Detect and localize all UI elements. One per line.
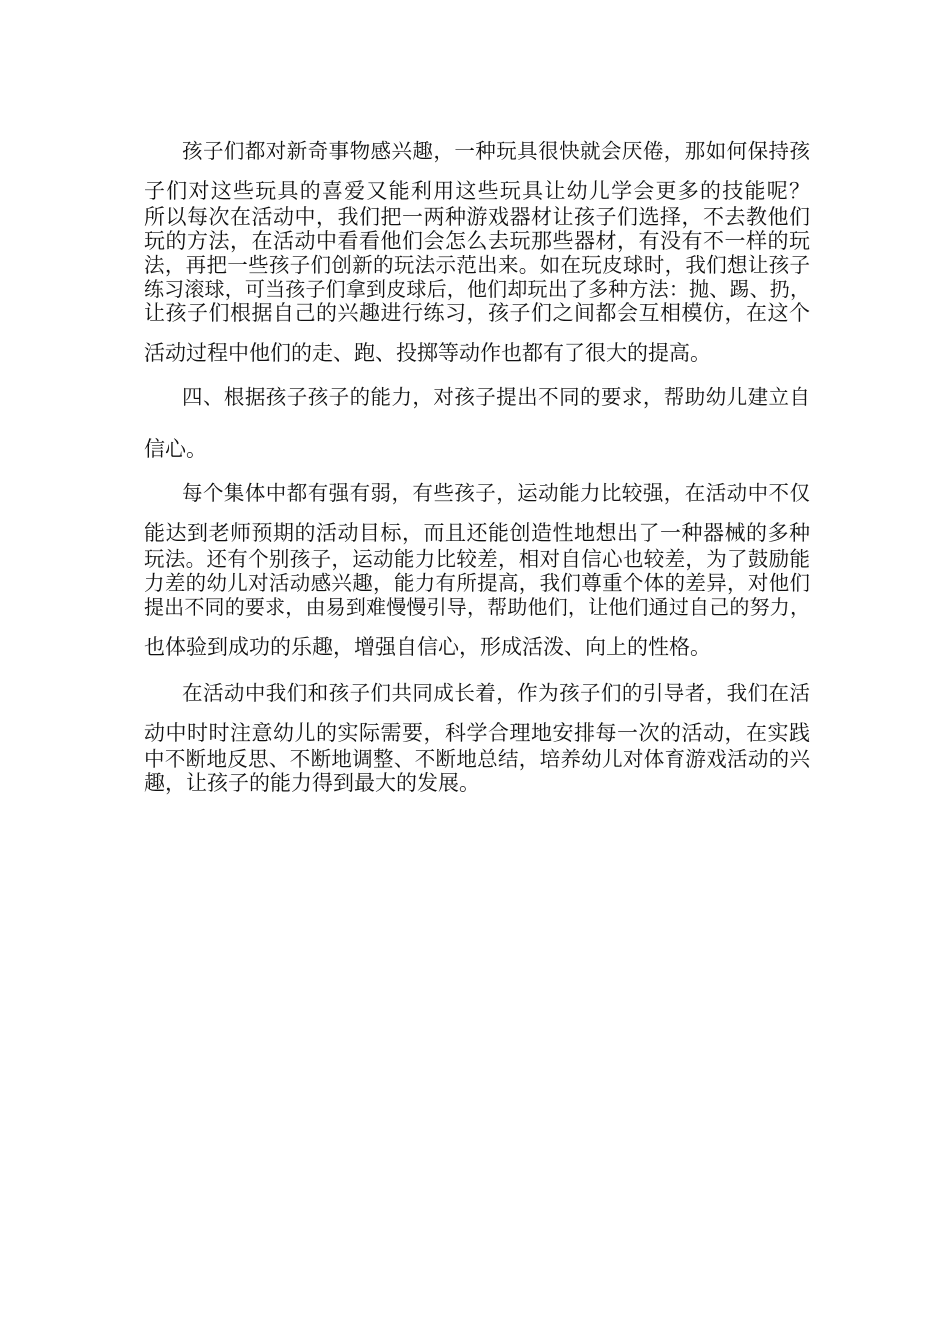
paragraph-1-line-3: 所以每次在活动中，我们把一两种游戏器材让孩子们选择，不去教他们 bbox=[144, 205, 810, 229]
paragraph-1-line-1: 孩子们都对新奇事物感兴趣，一种玩具很快就会厌倦，那如何保持孩 bbox=[182, 139, 810, 163]
paragraph-1-line-2: 子们对这些玩具的喜爱又能利用这些玩具让幼儿学会更多的技能呢？ bbox=[144, 179, 810, 203]
paragraph-4-line-2: 动中时时注意幼儿的实际需要，科学合理地安排每一次的活动，在实践 bbox=[144, 721, 810, 745]
paragraph-1-line-8: 活动过程中他们的走、跑、投掷等动作也都有了很大的提高。 bbox=[144, 341, 711, 365]
section-heading-line-2: 信心。 bbox=[144, 437, 207, 461]
paragraph-3-line-1: 每个集体中都有强有弱，有些孩子，运动能力比较强，在活动中不仅 bbox=[182, 481, 810, 505]
paragraph-1-line-7: 让孩子们根据自己的兴趣进行练习，孩子们之间都会互相模仿，在这个 bbox=[144, 301, 810, 325]
paragraph-1-line-5: 法，再把一些孩子们创新的玩法示范出来。如在玩皮球时，我们想让孩子 bbox=[144, 253, 810, 277]
paragraph-3-line-6: 也体验到成功的乐趣，增强自信心，形成活泼、向上的性格。 bbox=[144, 635, 711, 659]
paragraph-1-line-6: 练习滚球，可当孩子们拿到皮球后，他们却玩出了多种方法：抛、踢、扔， bbox=[144, 277, 810, 301]
section-heading-line-1: 四、根据孩子孩子的能力，对孩子提出不同的要求，帮助幼儿建立自 bbox=[182, 385, 810, 409]
paragraph-1-line-4: 玩的方法，在活动中看看他们会怎么去玩那些器材，有没有不一样的玩 bbox=[144, 229, 810, 253]
paragraph-3-line-3: 玩法。还有个别孩子，运动能力比较差，相对自信心也较差，为了鼓励能 bbox=[144, 547, 810, 571]
paragraph-3-line-4: 力差的幼儿对活动感兴趣，能力有所提高，我们尊重个体的差异，对他们 bbox=[144, 571, 810, 595]
paragraph-4-line-1: 在活动中我们和孩子们共同成长着，作为孩子们的引导者，我们在活 bbox=[182, 681, 810, 705]
paragraph-3-line-2: 能达到老师预期的活动目标，而且还能创造性地想出了一种器械的多种 bbox=[144, 521, 810, 545]
paragraph-4-line-4: 趣，让孩子的能力得到最大的发展。 bbox=[144, 771, 480, 795]
paragraph-4-line-3: 中不断地反思、不断地调整、不断地总结，培养幼儿对体育游戏活动的兴 bbox=[144, 747, 810, 771]
paragraph-3-line-5: 提出不同的要求，由易到难慢慢引导，帮助他们，让他们通过自己的努力， bbox=[144, 595, 810, 619]
